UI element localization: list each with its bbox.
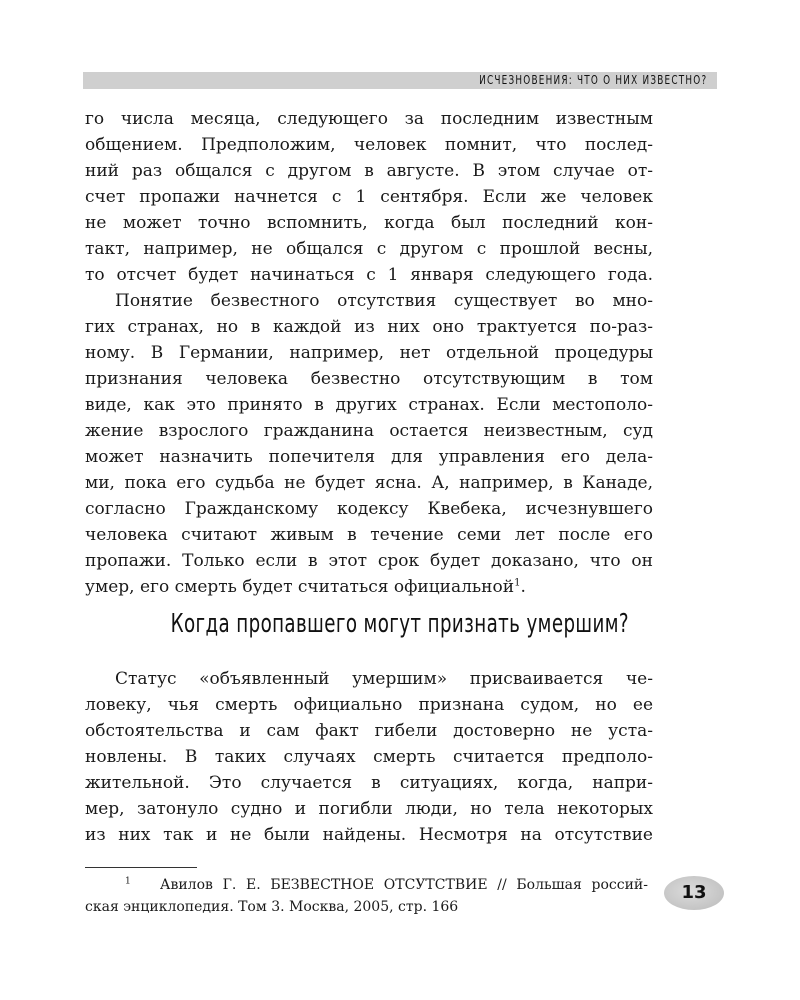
text-line: новлены. В таких случаях смерть считается предполо- — [85, 747, 653, 767]
text-line: не может точно вспомнить, когда был последний кон- — [85, 213, 653, 233]
text-line: ному. В Германии, например, нет отдельной процедуры — [85, 343, 653, 363]
page-number: 13 — [681, 882, 707, 903]
text-line: мер, затонуло судно и погибли люди, но тела некоторых — [85, 799, 653, 819]
footnote-text: Авилов Г. Е. БЕЗВЕСТНОЕ ОТСУТСТВИЕ // Большая россий- — [159, 877, 648, 893]
text-line: го числа месяца, следующего за последним известным — [85, 109, 653, 129]
text-line: ми, пока его судьба не будет ясна. А, например, в Канаде, — [85, 473, 653, 493]
text-line: человека считают живым в течение семи лет после его — [85, 525, 653, 545]
main-text-block — [85, 106, 653, 600]
text-line: Понятие безвестного отсутствия существует во мно- — [115, 291, 653, 311]
text-line: счет пропажи начнется с 1 сентября. Если же человек — [85, 187, 653, 207]
text-line: гих странах, но в каждой из них оно трактуется по-раз- — [85, 317, 653, 337]
section-heading-text: Когда пропавшего могут признать умершим? — [170, 609, 630, 639]
footnote-line: ская энциклопедия. Том 3. Москва, 2005, стр. 166 — [85, 899, 459, 915]
text-line: такт, например, не общался с другом с прошлой весны, — [85, 239, 653, 259]
text-line: ловеку, чья смерть официально признана судом, но ее — [85, 695, 653, 715]
text-line: обстоятельства и сам факт гибели достоверно не уста- — [85, 721, 653, 741]
page-number-badge — [664, 876, 724, 910]
text-line: жение взрослого гражданина остается неизвестным, суд — [85, 421, 653, 441]
text-line: Статус «объявленный умершим» присваивается че- — [115, 669, 653, 689]
text-line: согласно Гражданскому кодексу Квебека, исчезнувшего — [85, 499, 653, 519]
text-line: ний раз общался с другом в августе. В этом случае от- — [85, 161, 653, 181]
text-line: признания человека безвестно отсутствующим в том — [85, 369, 653, 389]
text-line: может назначить попечителя для управления его дела- — [85, 447, 653, 467]
text-line: жительной. Это случается в ситуациях, когда, напри- — [85, 773, 653, 793]
text-line: то отсчет будет начинаться с 1 января следующего года. — [85, 265, 653, 285]
text-line — [85, 574, 653, 600]
footnote-reference[interactable]: 1 — [514, 577, 521, 589]
text-fragment: умер, его смерть будет считаться официальной — [85, 577, 515, 597]
text-line: виде, как это принято в других странах. Если местополо- — [85, 395, 653, 415]
running-head: ИСЧЕЗНОВЕНИЯ: ЧТО О НИХ ИЗВЕСТНО? — [478, 73, 707, 87]
footnote-number: 1 — [125, 876, 131, 887]
second-text-block — [85, 666, 653, 848]
section-heading — [0, 604, 800, 644]
footnote-divider — [85, 867, 197, 868]
text-line: пропажи. Только если в этот срок будет доказано, что он — [85, 551, 653, 571]
text-line: из них так и не были найдены. Несмотря на отсутствие — [85, 825, 653, 845]
text-fragment: . — [520, 577, 526, 597]
text-line: общением. Предположим, человек помнит, что послед- — [85, 135, 653, 155]
footnote-line — [85, 874, 648, 896]
running-head-bar — [83, 72, 717, 89]
footnote — [85, 874, 648, 918]
